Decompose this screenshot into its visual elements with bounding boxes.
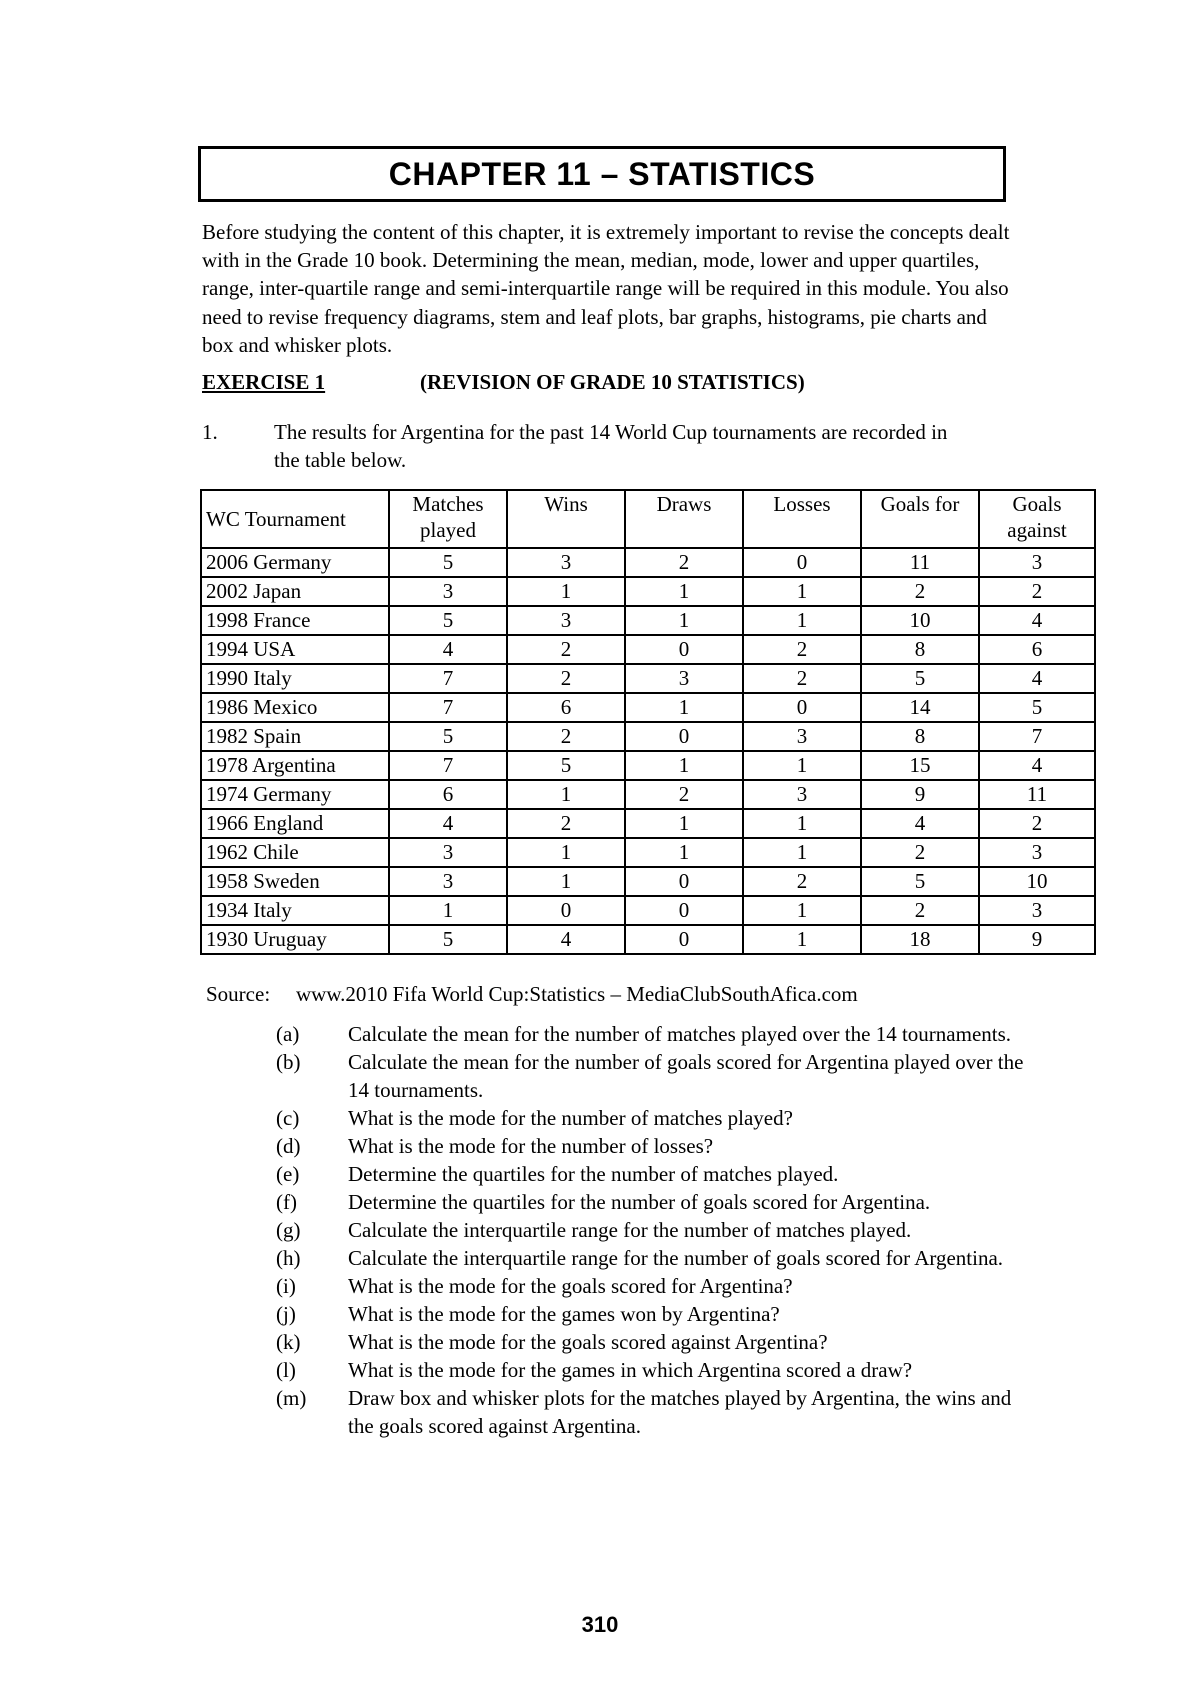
table-cell: 2 [507, 635, 625, 664]
table-cell: 0 [625, 896, 743, 925]
subquestion-item [276, 1300, 1036, 1328]
column-header: WC Tournament [201, 490, 389, 548]
subquestion-text: What is the mode for the goals scored for Argentina? [348, 1274, 793, 1298]
table-cell: 8 [861, 635, 979, 664]
table-cell: 1 [743, 838, 861, 867]
table-cell: 1994 USA [201, 635, 389, 664]
table-row [201, 925, 1095, 954]
table-cell: 1 [743, 809, 861, 838]
subquestion-text: Calculate the mean for the number of matches played over the 14 tournaments. [348, 1022, 1012, 1046]
source-label: Source: [206, 982, 271, 1006]
table-row [201, 809, 1095, 838]
table-cell: 1 [625, 577, 743, 606]
table-cell: 0 [625, 635, 743, 664]
subquestion-item [276, 1132, 1036, 1160]
table-cell: 1 [507, 577, 625, 606]
table-cell: 10 [861, 606, 979, 635]
table-cell: 3 [625, 664, 743, 693]
table-cell: 5 [389, 722, 507, 751]
table-row [201, 896, 1095, 925]
table-cell: 3 [389, 867, 507, 896]
table-cell: 6 [507, 693, 625, 722]
table-cell: 5 [861, 664, 979, 693]
table-cell: 0 [743, 548, 861, 577]
subquestion-letter: (i) [276, 1274, 296, 1298]
table-cell: 2002 Japan [201, 577, 389, 606]
table-cell: 1962 Chile [201, 838, 389, 867]
table-cell: 1 [743, 896, 861, 925]
subquestion-item [276, 1020, 1036, 1048]
subquestion-item [276, 1048, 1036, 1104]
table-cell: 15 [861, 751, 979, 780]
table-row [201, 722, 1095, 751]
table-cell: 2 [861, 896, 979, 925]
table-cell: 1 [507, 780, 625, 809]
column-header: Matches played [389, 490, 507, 548]
page-number: 310 [581, 1612, 619, 1637]
table-cell: 3 [507, 548, 625, 577]
subquestion-item [276, 1384, 1036, 1440]
subquestion-letter: (b) [276, 1050, 301, 1074]
table-cell: 1 [743, 606, 861, 635]
table-cell: 3 [979, 896, 1095, 925]
table-cell: 9 [979, 925, 1095, 954]
table-row [201, 751, 1095, 780]
table-cell: 9 [861, 780, 979, 809]
table-cell: 5 [507, 751, 625, 780]
exercise-subtitle: (REVISION OF GRADE 10 STATISTICS) [420, 370, 805, 394]
subquestion-letter: (f) [276, 1190, 297, 1214]
subquestion-text: Determine the quartiles for the number of matches played. [348, 1162, 839, 1186]
table-cell: 1958 Sweden [201, 867, 389, 896]
table-row [201, 548, 1095, 577]
table-cell: 2 [625, 548, 743, 577]
subquestion-text: Draw box and whisker plots for the matches played by Argentina, the wins and the goals scored against Argentina. [348, 1386, 1012, 1438]
column-header: Goals against [979, 490, 1095, 548]
exercise-heading [202, 370, 1012, 400]
table-cell: 4 [861, 809, 979, 838]
table-cell: 7 [389, 664, 507, 693]
table-cell: 1 [625, 606, 743, 635]
subquestion-item [276, 1244, 1036, 1272]
table-cell: 1934 Italy [201, 896, 389, 925]
subquestion-item [276, 1104, 1036, 1132]
table-cell: 2 [507, 664, 625, 693]
results-table [200, 489, 1096, 955]
subquestion-text: What is the mode for the games in which Argentina scored a draw? [348, 1358, 913, 1382]
table-cell: 1 [743, 751, 861, 780]
table-row [201, 867, 1095, 896]
exercise-title: EXERCISE 1 [202, 370, 326, 394]
table-cell: 5 [861, 867, 979, 896]
subquestion-text: Determine the quartiles for the number of goals scored for Argentina. [348, 1190, 931, 1214]
subquestion-letter: (c) [276, 1106, 300, 1130]
table-cell: 4 [389, 635, 507, 664]
subquestion-item [276, 1356, 1036, 1384]
column-header: Draws [625, 490, 743, 548]
subquestion-list [276, 1020, 1036, 1440]
table-cell: 3 [743, 722, 861, 751]
table-cell: 8 [861, 722, 979, 751]
table-cell: 11 [861, 548, 979, 577]
column-header: Losses [743, 490, 861, 548]
table-cell: 4 [389, 809, 507, 838]
subquestion-text: What is the mode for the number of losses? [348, 1134, 714, 1158]
table-cell: 2 [743, 635, 861, 664]
table-cell: 3 [979, 838, 1095, 867]
column-header: Goals for [861, 490, 979, 548]
question-text: The results for Argentina for the past 14 World Cup tournaments are recorded in the table below. [274, 420, 948, 472]
table-cell: 4 [979, 664, 1095, 693]
subquestion-letter: (m) [276, 1386, 307, 1410]
table-cell: 7 [389, 751, 507, 780]
subquestion-item [276, 1188, 1036, 1216]
intro-paragraph: Before studying the content of this chapter, it is extremely important to revise the concepts dealt with in the Grade 10 book. Determining the mean, median, mode, lower and upper quartiles, range, inter-quartile range and semi-interquartile range will be required in this module. You also need to revise frequency diagrams, stem and leaf plots, bar graphs, histograms, pie charts and box and whisker plots. [202, 220, 1010, 357]
table-cell: 2 [507, 722, 625, 751]
table-cell: 0 [625, 867, 743, 896]
subquestion-item [276, 1328, 1036, 1356]
table-cell: 6 [979, 635, 1095, 664]
table-cell: 2 [743, 664, 861, 693]
table-cell: 0 [625, 925, 743, 954]
table-cell: 1 [507, 867, 625, 896]
subquestion-item [276, 1160, 1036, 1188]
question-number: 1. [202, 420, 218, 444]
table-cell: 1 [743, 925, 861, 954]
table-cell: 18 [861, 925, 979, 954]
table-cell: 5 [389, 548, 507, 577]
source-line [206, 980, 858, 1008]
subquestion-letter: (j) [276, 1302, 296, 1326]
source-text: www.2010 Fifa World Cup:Statistics – MediaClubSouthAfica.com [296, 982, 858, 1006]
table-cell: 2 [743, 867, 861, 896]
table-cell: 1990 Italy [201, 664, 389, 693]
subquestion-letter: (g) [276, 1218, 301, 1242]
subquestion-letter: (e) [276, 1162, 300, 1186]
table-cell: 5 [389, 606, 507, 635]
table-cell: 11 [979, 780, 1095, 809]
subquestion-text: What is the mode for the games won by Argentina? [348, 1302, 780, 1326]
table-cell: 2 [861, 577, 979, 606]
table-cell: 1 [389, 896, 507, 925]
table-cell: 1 [625, 809, 743, 838]
table-cell: 1986 Mexico [201, 693, 389, 722]
table-cell: 4 [979, 606, 1095, 635]
subquestion-item [276, 1216, 1036, 1244]
table-cell: 4 [979, 751, 1095, 780]
column-header: Wins [507, 490, 625, 548]
table-cell: 1 [625, 838, 743, 867]
table-cell: 3 [507, 606, 625, 635]
table-cell: 0 [625, 722, 743, 751]
subquestion-text: Calculate the interquartile range for the number of matches played. [348, 1218, 912, 1242]
table-row [201, 838, 1095, 867]
subquestion-text: What is the mode for the goals scored against Argentina? [348, 1330, 828, 1354]
table-row [201, 577, 1095, 606]
table-cell: 0 [743, 693, 861, 722]
table-cell: 5 [389, 925, 507, 954]
table-row [201, 606, 1095, 635]
table-cell: 3 [389, 838, 507, 867]
table-cell: 6 [389, 780, 507, 809]
subquestion-letter: (k) [276, 1330, 301, 1354]
table-cell: 1 [625, 751, 743, 780]
table-cell: 3 [743, 780, 861, 809]
table-cell: 2 [979, 577, 1095, 606]
table-row [201, 664, 1095, 693]
table-cell: 14 [861, 693, 979, 722]
table-cell: 2 [979, 809, 1095, 838]
table-cell: 1966 England [201, 809, 389, 838]
table-cell: 2 [625, 780, 743, 809]
subquestion-text: What is the mode for the number of matches played? [348, 1106, 793, 1130]
table-body [201, 548, 1095, 954]
table-cell: 1 [507, 838, 625, 867]
table-cell: 1974 Germany [201, 780, 389, 809]
table-cell: 5 [979, 693, 1095, 722]
table-cell: 3 [389, 577, 507, 606]
table-cell: 1930 Uruguay [201, 925, 389, 954]
table-cell: 2 [861, 838, 979, 867]
table-cell: 1 [743, 577, 861, 606]
table-cell: 1978 Argentina [201, 751, 389, 780]
table-cell: 4 [507, 925, 625, 954]
chapter-title: CHAPTER 11 – STATISTICS [198, 146, 1006, 202]
table-row [201, 635, 1095, 664]
table-cell: 1982 Spain [201, 722, 389, 751]
table-cell: 1 [625, 693, 743, 722]
table-cell: 2006 Germany [201, 548, 389, 577]
subquestion-letter: (h) [276, 1246, 301, 1270]
table-cell: 1998 France [201, 606, 389, 635]
subquestion-letter: (l) [276, 1358, 296, 1382]
subquestion-letter: (d) [276, 1134, 301, 1158]
subquestion-text: Calculate the interquartile range for the number of goals scored for Argentina. [348, 1246, 1004, 1270]
table-row [201, 693, 1095, 722]
subquestion-item [276, 1272, 1036, 1300]
subquestion-letter: (a) [276, 1022, 300, 1046]
table-cell: 0 [507, 896, 625, 925]
table-cell: 10 [979, 867, 1095, 896]
table-cell: 2 [507, 809, 625, 838]
table-row [201, 780, 1095, 809]
subquestion-text: Calculate the mean for the number of goals scored for Argentina played over the 14 tournaments. [348, 1050, 1024, 1102]
table-cell: 3 [979, 548, 1095, 577]
table-cell: 7 [979, 722, 1095, 751]
table-header-row [201, 490, 1095, 548]
table-cell: 7 [389, 693, 507, 722]
